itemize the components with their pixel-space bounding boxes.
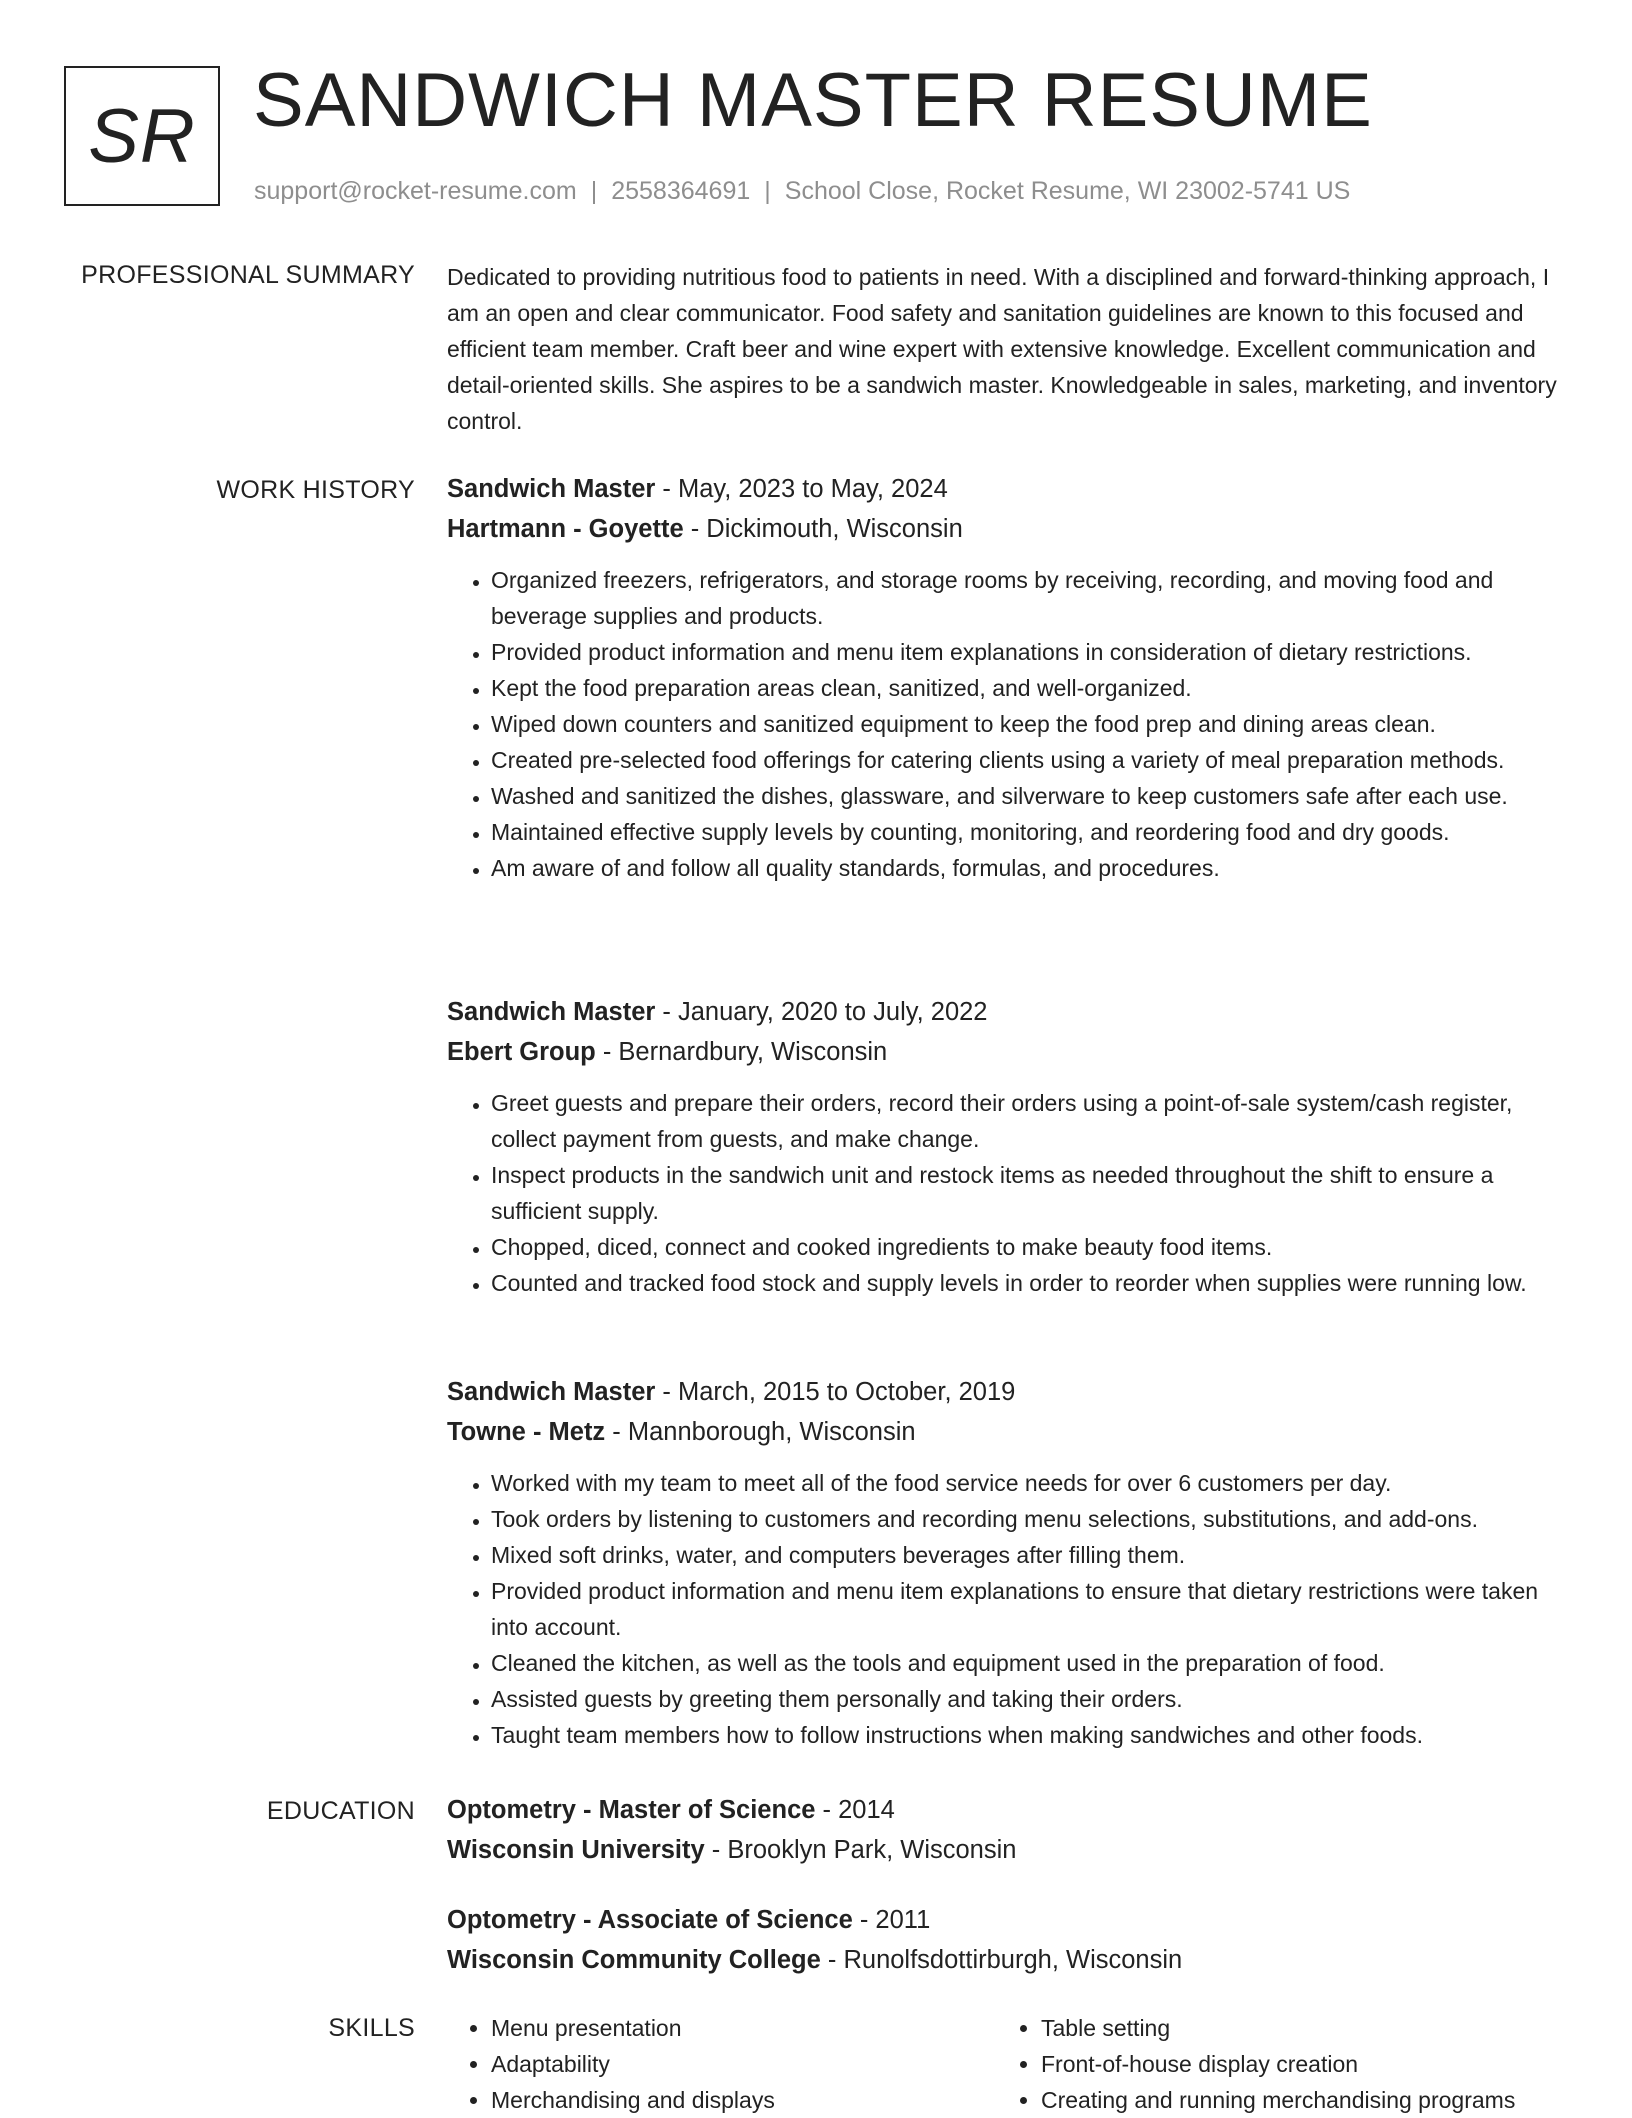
skills-list <box>447 2010 1569 2118</box>
job-dates: - January, 2020 to July, 2022 <box>655 998 988 1026</box>
job-company: Towne - Metz <box>447 1417 606 1446</box>
job-title-line <box>447 470 1569 510</box>
job-title-line <box>447 993 1569 1033</box>
job-company: Ebert Group <box>447 1037 596 1066</box>
job-bullet: • Provided product information and menu item explanations to ensure that dietary restrictions were taken into account. <box>491 1573 1569 1645</box>
job-entry <box>447 1373 1569 1753</box>
job-company-line <box>447 1033 1569 1073</box>
job-title: Sandwich Master <box>447 998 656 1026</box>
job-company-line <box>447 1413 1569 1453</box>
job-bullet: • Created pre-selected food offerings for catering clients using a variety of meal preparation methods. <box>491 742 1569 778</box>
job-bullet: • Took orders by listening to customers and recording menu selections, substitutions, and add-ons. <box>491 1501 1569 1537</box>
skill-item: • Menu presentation <box>491 2010 997 2046</box>
job-bullet: • Cleaned the kitchen, as well as the tools and equipment used in the preparation of food. <box>491 1645 1569 1681</box>
job-bullet: • Mixed soft drinks, water, and computers beverages after filling them. <box>491 1537 1569 1573</box>
contact-separator: | <box>590 177 598 205</box>
education-degree: Optometry - Associate of Science <box>447 1906 853 1934</box>
job-location: - Mannborough, Wisconsin <box>605 1417 916 1446</box>
contact-line <box>254 176 1350 206</box>
job-company-line <box>447 510 1569 550</box>
education-school-line <box>447 1831 1569 1871</box>
job-dates: - May, 2023 to May, 2024 <box>655 475 948 503</box>
initials-monogram: SR <box>64 66 220 206</box>
skill-item: • Merchandising and displays <box>491 2082 997 2118</box>
education-year: - 2014 <box>815 1796 895 1824</box>
resume-title: SANDWICH MASTER RESUME <box>253 58 1373 143</box>
job-bullet: • Inspect products in the sandwich unit and restock items as needed throughout the shift to ensure a sufficient supply. <box>491 1157 1569 1229</box>
skills-column-left <box>447 2010 997 2118</box>
section-title-summary: PROFESSIONAL SUMMARY <box>81 261 415 289</box>
job-title-line <box>447 1373 1569 1413</box>
job-bullet: • Assisted guests by greeting them personally and taking their orders. <box>491 1681 1569 1717</box>
contact-email: support@rocket-resume.com <box>254 177 577 205</box>
job-bullets <box>447 1085 1569 1301</box>
education-school: Wisconsin Community College <box>447 1945 821 1974</box>
job-bullets <box>447 562 1569 886</box>
skill-item: • Front-of-house display creation <box>1041 2046 1557 2082</box>
section-title-education: EDUCATION <box>266 1797 415 1825</box>
job-bullet: • Organized freezers, refrigerators, and storage rooms by receiving, recording, and moving food and beverage supplies and products. <box>491 562 1569 634</box>
skills-column-right <box>997 2010 1557 2118</box>
education-entry <box>447 1901 1569 1980</box>
job-dates: - March, 2015 to October, 2019 <box>655 1378 1016 1406</box>
job-entry <box>447 993 1569 1301</box>
job-bullet: • Provided product information and menu item explanations in consideration of dietary restrictions. <box>491 634 1569 670</box>
education-degree-line <box>447 1901 1569 1941</box>
job-bullets <box>447 1465 1569 1753</box>
job-title: Sandwich Master <box>447 1378 656 1406</box>
job-bullet: • Greet guests and prepare their orders, record their orders using a point-of-sale system/cash register, collect payment from guests, and make change. <box>491 1085 1569 1157</box>
job-bullet: • Chopped, diced, connect and cooked ingredients to make beauty food items. <box>491 1229 1569 1265</box>
job-bullet: • Kept the food preparation areas clean, sanitized, and well-organized. <box>491 670 1569 706</box>
summary-section <box>447 259 1567 439</box>
job-bullet: • Am aware of and follow all quality standards, formulas, and procedures. <box>491 850 1569 886</box>
skill-item: • Adaptability <box>491 2046 997 2082</box>
job-location: - Bernardbury, Wisconsin <box>595 1037 888 1066</box>
contact-phone: 2558364691 <box>611 177 751 205</box>
job-bullet: • Washed and sanitized the dishes, glassware, and silverware to keep customers safe after each use. <box>491 778 1569 814</box>
education-degree-line <box>447 1791 1569 1831</box>
job-bullet: • Taught team members how to follow instructions when making sandwiches and other foods. <box>491 1717 1569 1753</box>
section-title-work-history: WORK HISTORY <box>216 476 415 504</box>
contact-address: School Close, Rocket Resume, WI 23002-5741 US <box>784 177 1351 205</box>
education-school: Wisconsin University <box>447 1835 705 1864</box>
education-school-line <box>447 1941 1569 1981</box>
contact-separator: | <box>764 177 771 205</box>
skill-item: • Table setting <box>1041 2010 1557 2046</box>
job-title: Sandwich Master <box>447 475 656 503</box>
job-bullet: • Counted and tracked food stock and supply levels in order to reorder when supplies were running low. <box>491 1265 1569 1301</box>
education-entry <box>447 1791 1569 1870</box>
section-title-skills: SKILLS <box>328 2014 415 2042</box>
job-bullet: • Maintained effective supply levels by counting, monitoring, and reordering food and dry goods. <box>491 814 1569 850</box>
job-entry <box>447 470 1569 886</box>
job-company: Hartmann - Goyette <box>447 514 684 543</box>
summary-text: Dedicated to providing nutritious food to patients in need. With a disciplined and forward-thinking approach, I am an open and clear communicator. Food safety and sanitation guidelines are known to this focused and efficient team member. Craft beer and wine expert with extensive knowledge. Excellent communication and detail-oriented skills. She aspires to be a sandwich master. Knowledgeable in sales, marketing, and inventory control. <box>447 264 1557 434</box>
education-year: - 2011 <box>852 1906 931 1934</box>
job-location: - Dickimouth, Wisconsin <box>683 514 963 543</box>
education-location: - Runolfsdottirburgh, Wisconsin <box>820 1945 1183 1974</box>
job-bullet: • Worked with my team to meet all of the food service needs for over 6 customers per day. <box>491 1465 1569 1501</box>
skill-item: • Creating and running merchandising programs <box>1041 2082 1557 2118</box>
job-bullet: • Wiped down counters and sanitized equipment to keep the food prep and dining areas clean. <box>491 706 1569 742</box>
education-degree: Optometry - Master of Science <box>447 1796 816 1824</box>
education-location: - Brooklyn Park, Wisconsin <box>704 1835 1017 1864</box>
